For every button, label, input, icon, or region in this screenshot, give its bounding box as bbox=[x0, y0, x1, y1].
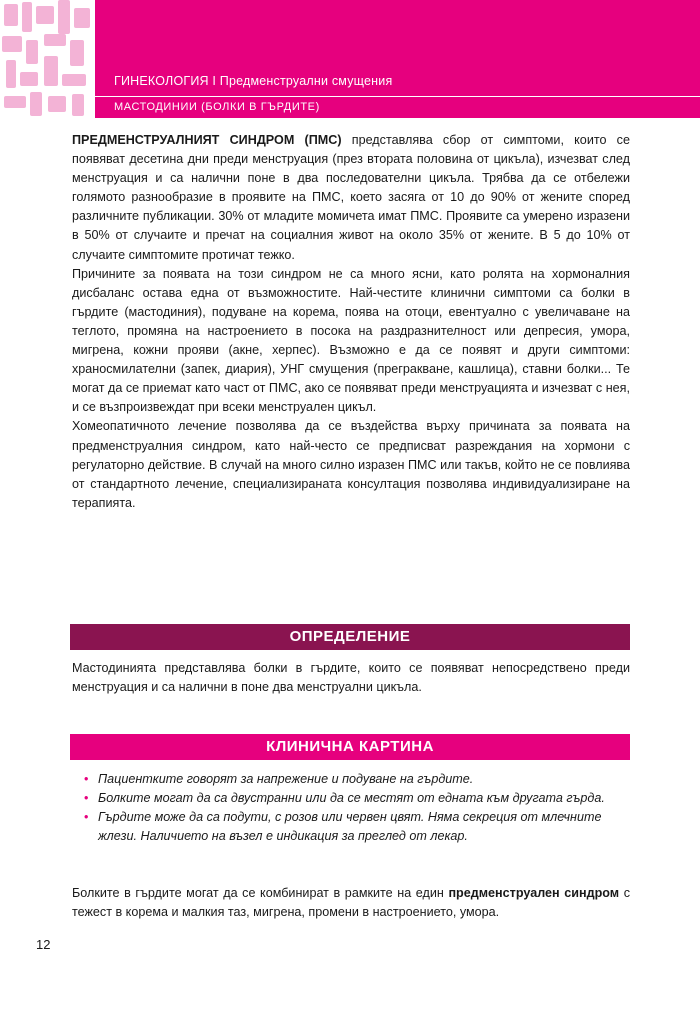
bullet-text: Болките могат да са двустранни или да се местят от едната към другата гърда. bbox=[98, 791, 605, 806]
running-header-subtitle: МАСТОДИНИИ (БОЛКИ В ГЪРДИТЕ) bbox=[114, 101, 320, 113]
intro-paragraph-3: Хомеопатичното лечение позволява да се въздейства върху причината за появата на предменструалния синдром, като най-често се предписват разреждания на хормони с регулаторно действие. В случай на много силно изразен ПМС или такъв, който не се повлиява от стандартното лечение, специализираната консултация позволява индивидуализиране на терапията. bbox=[72, 419, 630, 510]
closing-text-start: Болките в гърдите могат да се комбинират в рамките на един bbox=[72, 886, 449, 900]
page-number: 12 bbox=[36, 937, 51, 952]
clinical-bullet-list bbox=[84, 770, 630, 846]
header-divider bbox=[95, 96, 700, 97]
list-item bbox=[84, 770, 630, 789]
bullet-dot-icon: • bbox=[84, 772, 89, 786]
list-item bbox=[84, 789, 630, 808]
bullet-dot-icon: • bbox=[84, 791, 89, 806]
clinical-picture-heading: КЛИНИЧНА КАРТИНА bbox=[70, 734, 630, 760]
pms-term: ПРЕДМЕНСТРУАЛНИЯТ СИНДРОМ (ПМС) bbox=[72, 133, 342, 147]
definition-text: Мастодинията представлява болки в гърдите, които се появяват непосредствено преди менструация и са налични в поне два менструални цикъла. bbox=[72, 661, 630, 695]
intro-paragraph-1-text: представлява сбор от симптоми, които се появяват десетина дни преди менструация (през втората половина от цикъла), изчезват след менструация и са налични поне в два последователни цикъла. Трябва да се отбележи голямото разнообразие в проявите на ПМС, което засяга от 10 до 90% от жените според различните публикации. 30% от младите момичета имат ПМС. Проявите са умерено изразени в 50% от случаите и пречат на социалния живот на около 35% от жените. В 5 до 10% от случаите симптомите протичат тежко. bbox=[72, 133, 630, 262]
intro-paragraph-2: Причините за появата на този синдром не са много ясни, като ролята на хормоналния дисбаланс остава една от възможностите. Най-честите клинични симптоми са болки в гърдите (мастодиния), подуване на корема, поява на отоци, евентуално с увеличаване на теглото, промяна на настроението в посока на раздразнителност или депресия, умора, мигрена, кожни прояви (акне, херпес). Възможно е да се появят и други симптоми: храносмилателни (запек, диария), УНГ смущения (прегракване, кашлица), ставни болки... Те могат да се приемат като част от ПМС, ако се появяват преди менструацията и изчезват с нея, и се възпроизвеждат при всеки менструален цикъл. bbox=[72, 266, 630, 415]
pms-emphasis: предменструален синдром bbox=[448, 886, 620, 900]
list-item bbox=[84, 808, 630, 846]
corner-decoration bbox=[0, 0, 95, 130]
running-header-title: ГИНЕКОЛОГИЯ I Предменструални смущения bbox=[114, 74, 393, 88]
bullet-text: Гърдите може да са подути, с розов или червен цвят. Няма секреция от млечните жлези. Наличието на възел е индикация за преглед от лекар. bbox=[98, 810, 602, 844]
closing-paragraph bbox=[72, 884, 630, 922]
bullet-text: Пациентките говорят за напрежение и подуване на гърдите. bbox=[98, 772, 474, 786]
definition-heading: ОПРЕДЕЛЕНИЕ bbox=[70, 624, 630, 650]
bullet-dot-icon: • bbox=[84, 810, 89, 825]
intro-section bbox=[72, 131, 630, 513]
closing-text-end: с тежест в корема и малкия таз, мигрена, промени в настроението, умора. bbox=[72, 886, 631, 920]
intro-paragraph-1 bbox=[72, 131, 630, 265]
